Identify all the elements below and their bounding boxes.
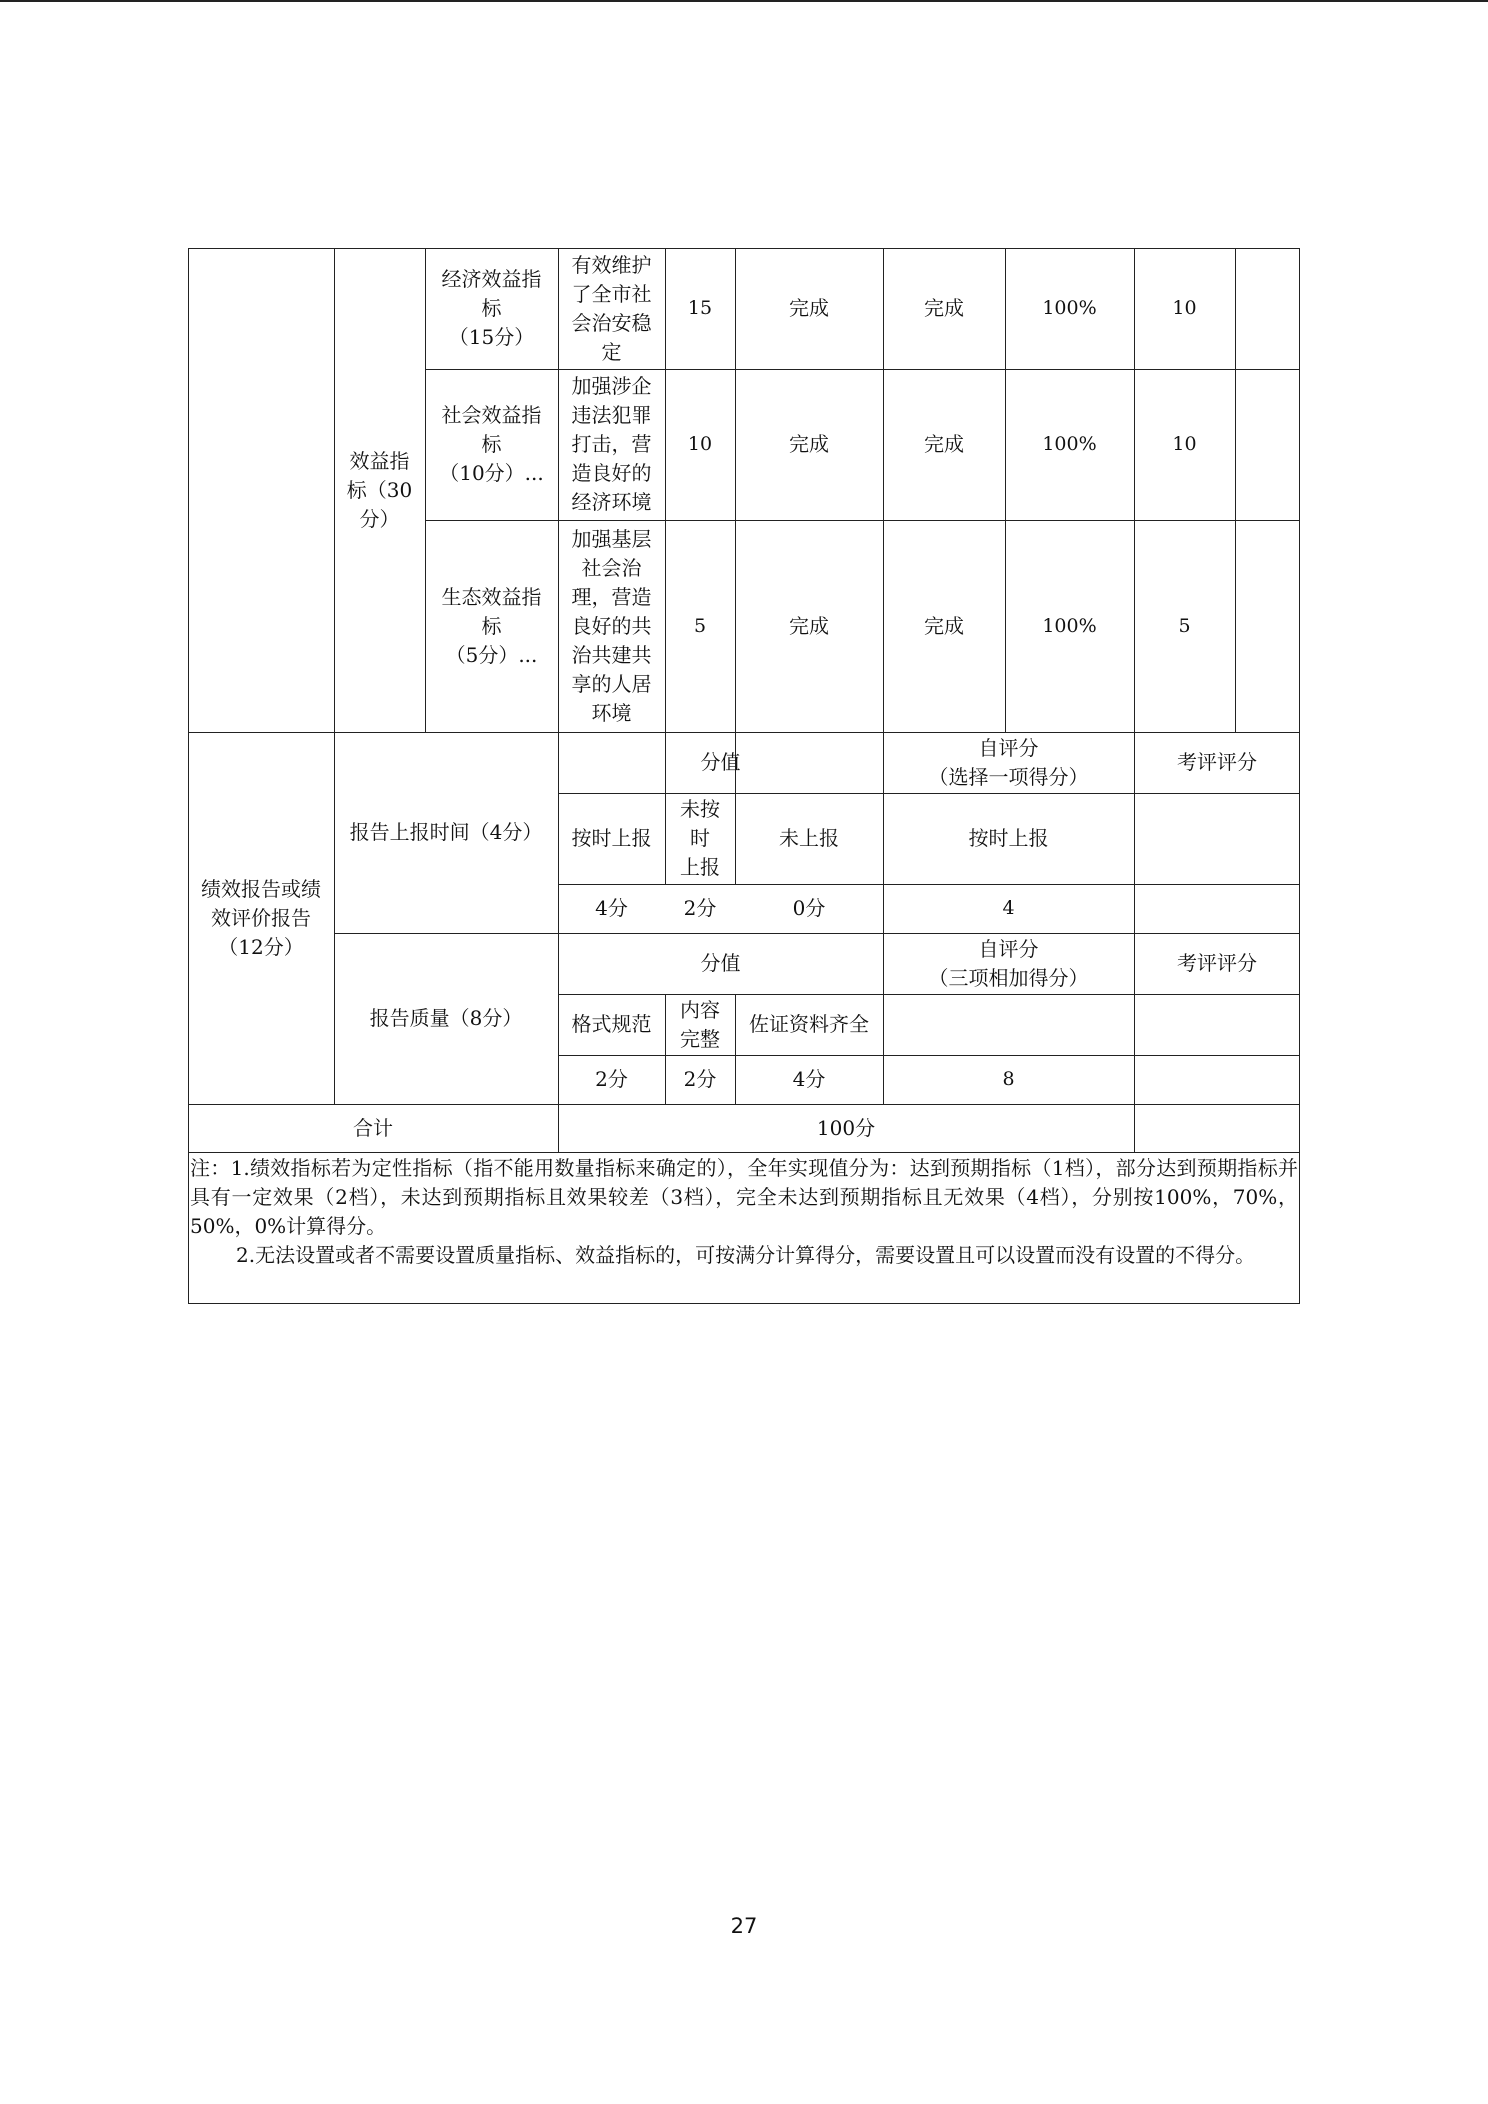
option-late: 未按 时 上报 [680, 797, 720, 879]
self-score-value: 8 [1002, 1068, 1015, 1090]
indicator-cell: 生态效益指 标 （5分）... [441, 584, 542, 667]
target-value-cell: 完成 [789, 613, 829, 638]
value-header: 分值 [700, 750, 741, 774]
review-score-cell [1134, 884, 1300, 933]
actual-value-cell: 完成 [924, 432, 964, 456]
target-value-cell: 完成 [789, 432, 829, 456]
report-quality-label: 报告质量（8分） [369, 1006, 523, 1030]
option-score: 4分 [595, 896, 628, 920]
indicator-content-cell: 有效维护 了全市社 会治安稳 定 [571, 252, 652, 364]
indicator-cell: 经济效益指 标 （15分） [441, 267, 542, 349]
note-paragraph: 2.无法设置或者不需要设置质量指标、效益指标的，可按满分计算得分，需要设置且可以设置而没有设置的不得分。 [236, 1243, 1256, 1267]
option-format: 格式规范 [571, 1012, 652, 1036]
option-score: 2分 [683, 1067, 717, 1091]
completion-rate-cell: 100% [1042, 614, 1097, 637]
value-header: 分值 [700, 951, 741, 975]
option-content-complete: 内容 完整 [680, 997, 720, 1051]
report-category-cell: 绩效报告或绩 效评价报告 （12分） [201, 876, 321, 959]
weight-cell: 15 [687, 297, 713, 319]
option-score: 2分 [595, 1067, 628, 1091]
self-score-value: 4 [1002, 897, 1015, 919]
self-score-header: 自评分 （选择一项得分） [928, 735, 1089, 789]
report-timeliness-label: 报告上报时间（4分） [349, 820, 543, 844]
score-cell: 10 [1172, 433, 1197, 455]
option-score: 2分 [683, 896, 717, 920]
indicator-content-cell: 加强基层 社会治 理，营造 良好的共 治共建共 享的人居 环境 [571, 526, 652, 725]
note-paragraph: 注：1.绩效指标若为定性指标（指不能用数量指标来确定的），全年实现值分为：达到预期指标（1档），部分达到预期指标并具有一定效果（2档），未达到预期指标且效果较差（3档），完全未达到预期指标且无效果（4档），分别按100%，70%，50%，0%计算得分。 [190, 1156, 1298, 1238]
option-score: 4分 [792, 1067, 826, 1091]
table-line [188, 1152, 1300, 1153]
review-score-header: 考评评分 [1177, 750, 1257, 774]
option-not-reported: 未上报 [779, 826, 839, 850]
target-value-cell: 完成 [789, 296, 829, 320]
option-score: 0分 [792, 896, 826, 920]
self-score-header: 自评分 （三项相加得分） [928, 936, 1089, 990]
weight-cell: 5 [693, 614, 707, 637]
self-score-choice: 按时上报 [968, 826, 1049, 850]
total-value: 100分 [816, 1115, 876, 1140]
remark-cell [1235, 369, 1300, 520]
actual-value-cell: 完成 [924, 613, 964, 638]
weight-cell: 10 [687, 433, 713, 455]
score-cell: 5 [1178, 614, 1191, 637]
page-top-rule [0, 0, 1488, 2]
total-label: 合计 [353, 1115, 393, 1140]
score-cell: 10 [1172, 297, 1197, 319]
benefit-category-cell: 效益指 标（30 分） [346, 448, 413, 531]
review-score-header: 考评评分 [1177, 951, 1257, 975]
remark-cell [1235, 248, 1300, 369]
completion-rate-cell: 100% [1042, 297, 1097, 319]
indicator-content-cell: 加强涉企 违法犯罪 打击，营 造良好的 经济环境 [571, 374, 652, 514]
remark-cell [1235, 520, 1300, 732]
actual-value-cell: 完成 [924, 296, 964, 320]
total-review-score [1134, 1104, 1300, 1152]
indicator-cell: 社会效益指 标 （10分）... [439, 403, 544, 485]
table-notes [190, 1154, 1298, 1270]
option-on-time: 按时上报 [571, 826, 652, 850]
page-number: 27 [730, 1914, 758, 1938]
option-evidence-complete: 佐证资料齐全 [749, 1012, 869, 1036]
review-score-cell [1134, 793, 1300, 884]
completion-rate-cell: 100% [1042, 433, 1097, 455]
